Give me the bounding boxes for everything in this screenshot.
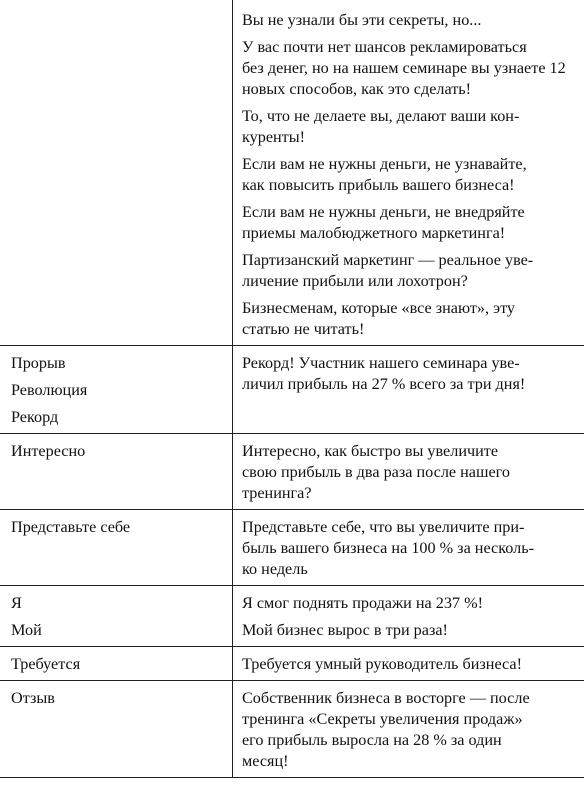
- example-text: Бизнесменам, которые «все знают», эту статью не читать!: [242, 299, 516, 338]
- example-cell: [233, 346, 584, 434]
- table-row: [0, 346, 584, 434]
- example-cell: [233, 647, 584, 681]
- example-cell: [233, 0, 584, 346]
- example-text: Если вам не нужны деньги, не внедряйте приемы малобюджетного маркетинга!: [242, 203, 525, 242]
- keyword-cell: [0, 346, 233, 434]
- keyword-cell: [0, 647, 233, 681]
- table-row: [0, 647, 584, 681]
- keyword: Рекорд: [11, 408, 59, 426]
- keyword-cell: [0, 0, 233, 346]
- example-text: Представьте себе, что вы увеличите при- быль вашего бизнеса на 100 % за несколь- ко недель: [242, 518, 535, 578]
- example-text: Интересно, как быстро вы увеличите свою прибыль в два раза после нашего тренинга?: [242, 442, 510, 502]
- example-text: Рекорд! Участник нашего семинара уве- личил прибыль на 27 % всего за три дня!: [242, 354, 526, 393]
- example-text: У вас почти нет шансов рекламироваться без денег, но на нашем семинаре вы узнаете 12 новых способов, как это сделать!: [242, 38, 566, 98]
- example-text: То, что не делаете вы, делают ваши кон- куренты!: [242, 107, 520, 146]
- keyword: Требуется: [11, 655, 81, 673]
- example-text: Если вам не нужны деньги, не узнавайте, как повысить прибыль вашего бизнеса!: [242, 155, 527, 194]
- keyword: Революция: [11, 381, 88, 399]
- example-text: Собственник бизнеса в восторге — после тренинга «Секреты увеличения продаж» его прибыль выросла на 28 % за один месяц!: [242, 689, 530, 770]
- keyword: Представьте себе: [11, 518, 131, 536]
- example-cell: [233, 434, 584, 510]
- example-text: Партизанский маркетинг — реальное уве- личение прибыли или лохотрон?: [242, 251, 534, 290]
- example-cell: [233, 510, 584, 586]
- keyword-cell: [0, 434, 233, 510]
- table-row: [0, 681, 584, 778]
- example-cell: [233, 681, 584, 778]
- table-row: [0, 586, 584, 647]
- table-row: [0, 510, 584, 586]
- keyword: Мой: [11, 621, 42, 639]
- example-cell: [233, 586, 584, 647]
- example-text: Вы не узнали бы эти секреты, но...: [242, 11, 482, 29]
- keyword: Отзыв: [11, 689, 55, 707]
- keyword-cell: [0, 586, 233, 647]
- table-row: [0, 434, 584, 510]
- keyword-cell: [0, 510, 233, 586]
- example-text: Требуется умный руководитель бизнеса!: [242, 655, 522, 673]
- keyword-cell: [0, 681, 233, 778]
- table-row: [0, 0, 584, 346]
- keyword: Я: [11, 594, 22, 612]
- example-text: Мой бизнес вырос в три раза!: [242, 621, 448, 639]
- keyword: Интересно: [11, 442, 86, 460]
- keyword: Прорыв: [11, 354, 66, 372]
- example-text: Я смог поднять продажи на 237 %!: [242, 594, 483, 612]
